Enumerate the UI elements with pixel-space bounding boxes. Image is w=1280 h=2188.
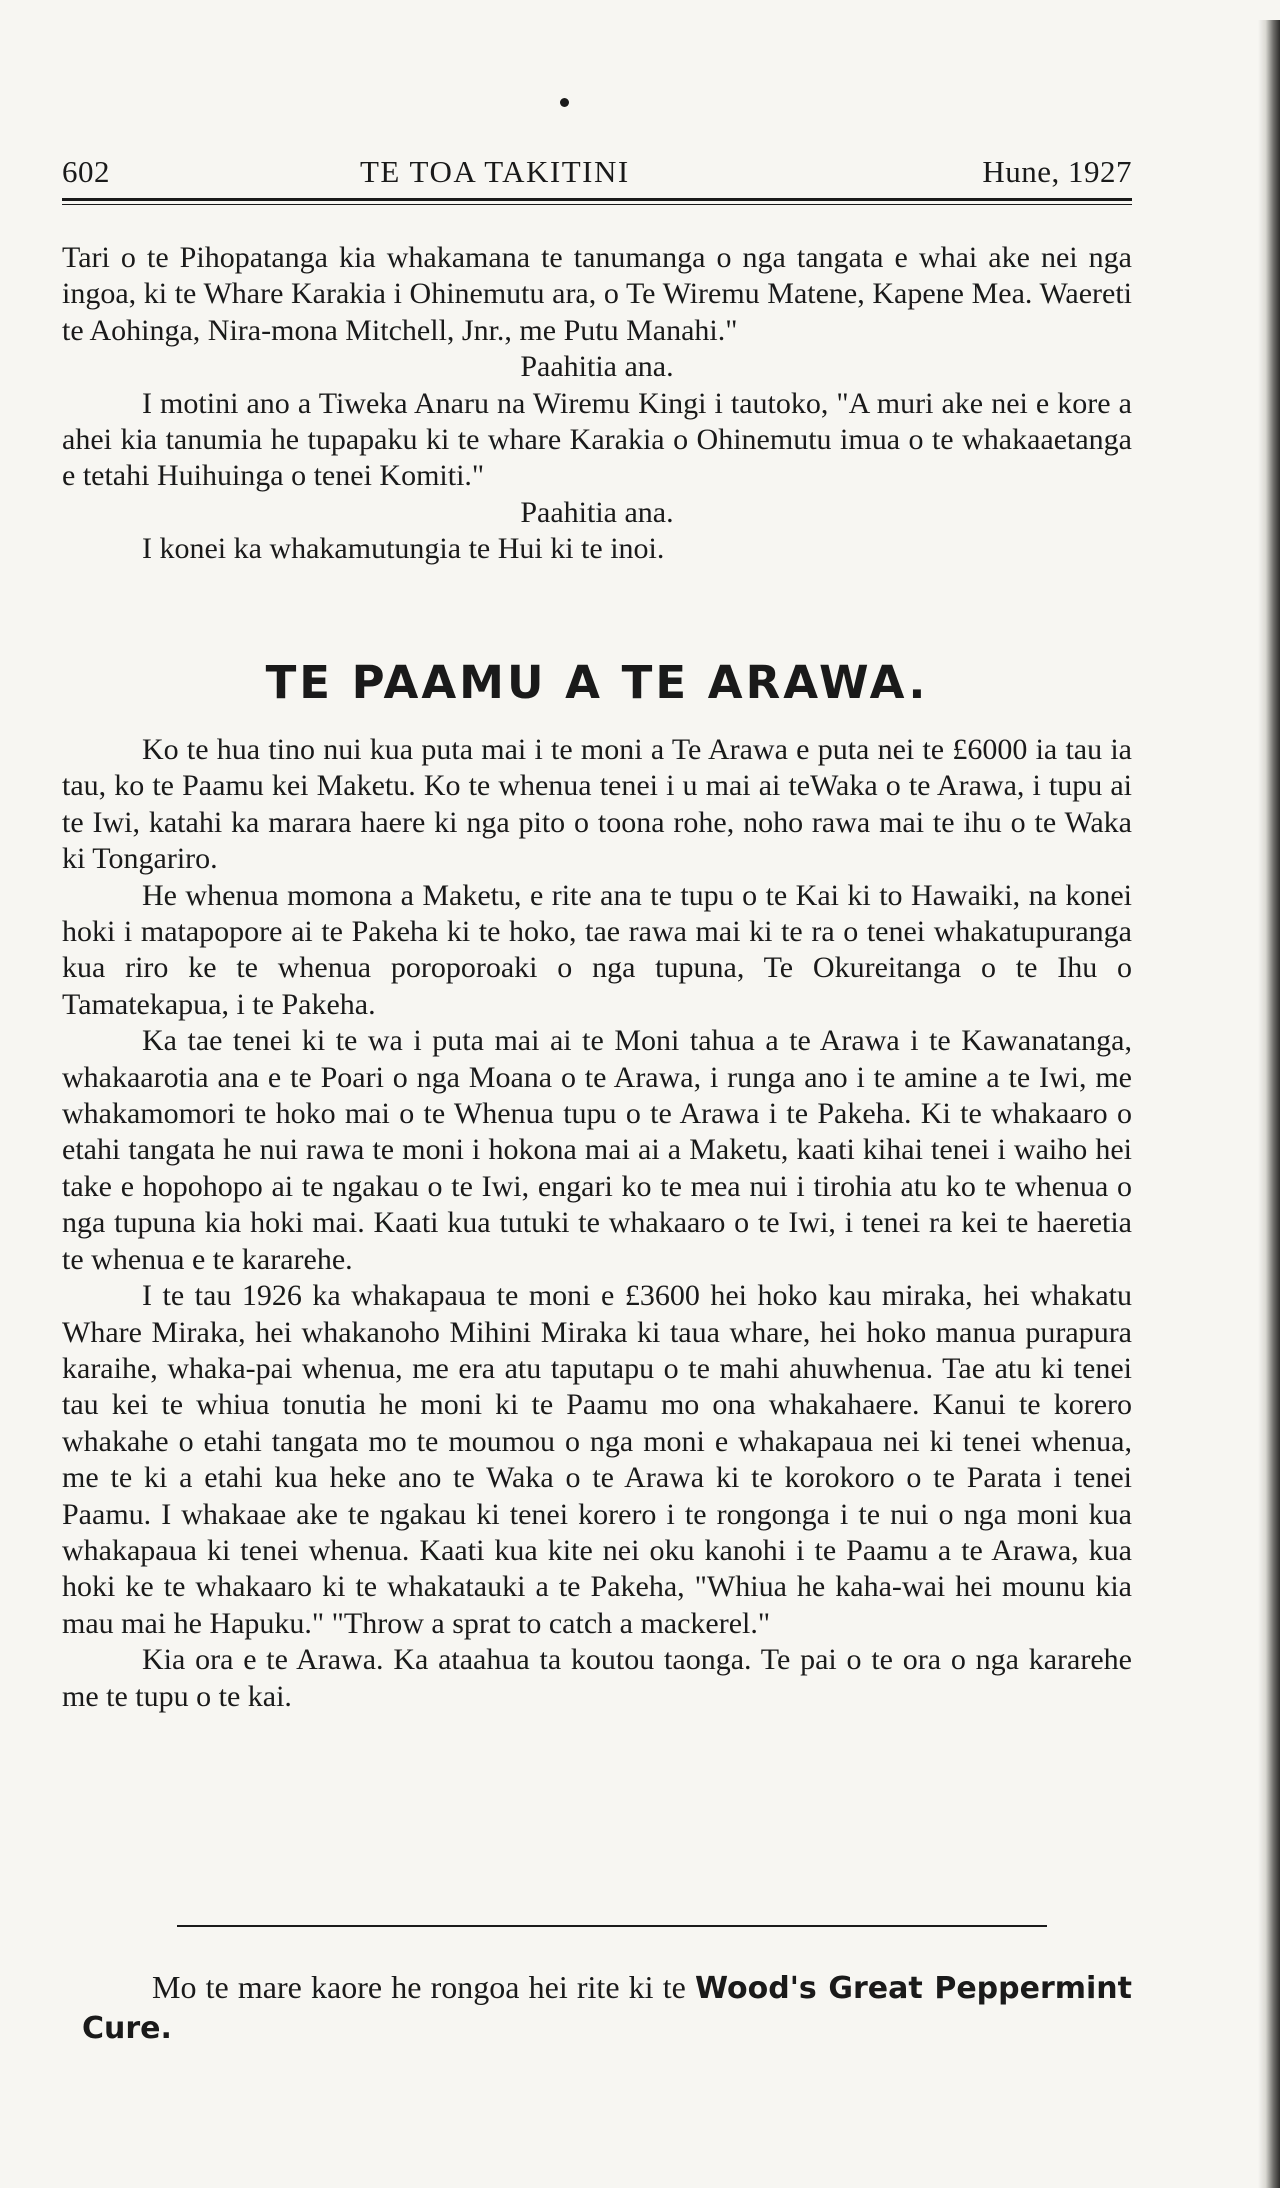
- advert-product-name: Wood's Great Peppermint Cure.: [82, 1971, 1133, 2046]
- resolution-passed: Paahitia ana.: [520, 350, 674, 384]
- resolution-passed: Paahitia ana.: [520, 495, 674, 529]
- advert-copy: Mo te mare kaore he rongoa hei rite ki te: [152, 1969, 686, 2005]
- ornament-dot: [560, 98, 569, 107]
- paragraph: Ko te hua tino nui kua puta mai i te moni a Te Arawa e puta nei te £6000 ia tau ia tau, ko te Paamu kei Maketu. Ko te whenua tenei i u mai ai teWaka o te Arawa, i tupu ai te Iwi, katahi ka marara haere ki nga pito o toona rohe, noho rawa mai te ihu o te Waka ki Tongariro.: [62, 733, 1132, 876]
- article-heading: TE PAAMU A TE ARAWA.: [265, 656, 929, 709]
- paragraph: I motini ano a Tiweka Anaru na Wiremu Kingi i tautoko, "A muri ake nei e kore a ahei kia tanumia he tupapaku ki te whare Karakia o Ohinemutu imua o te whakaaetanga e tetahi Huihuinga o tenei Komiti.": [62, 386, 1132, 493]
- section-divider: [177, 1925, 1047, 1927]
- publication-title: TE TOA TAKITINI: [360, 154, 630, 189]
- minutes-continuation: [62, 240, 1132, 568]
- paragraph: Tari o te Pihopatanga kia whakamana te tanumanga o nga tangata e whai ake nei nga ingoa, ki te Whare Karakia i Ohinemutu ara, o Te Wiremu Matene, Kapene Mea. Waereti te Aohinga, Nira-mona Mitchell, Jnr., me Putu Manahi.": [62, 241, 1132, 347]
- paragraph: I te tau 1926 ka whakapaua te moni e £3600 hei hoko kau miraka, hei whakatu Whare Miraka, hei whakanoho Mihini Miraka ki taua whare, hei hoko manua purapura karaihe, whaka-pai whenua, me era atu taputapu o te mahi ahuwhenua. Tae atu ki tenei tau kei te whiua tonutia he moni ki te Paamu mo ona whakahaere. Kanui te korero whakahe o etahi tangata mo te moumou o nga moni e whakapaua nei ki tenei whenua, me te ki a etahi kua heke ano te Waka o te Arawa ki te korokoro o te Parata i tenei Paamu. I whakaae ake te ngakau ki tenei korero i te rongonga i te nui o nga moni kua whakapaua ki tenei whenua. Kaati kua kite nei oku kanohi i te Paamu a te Arawa, kua hoki ke te whakaaro ki te whakatauki a te Pakeha, "Whiua he kaha-wai hei mounu kia mau mai he Hapuku." "Throw a sprat to catch a mackerel.": [62, 1279, 1132, 1640]
- header-rule: [62, 198, 1132, 201]
- paragraph: Ka tae tenei ki te wa i puta mai ai te Moni tahua a te Arawa i te Kawanatanga, whakaarotia ana e te Poari o nga Moana o te Arawa, i runga ano i te amine a te Iwi, me whakamomori te hoko mai o te Whenua tupu o te Arawa i te Pakeha. Ki te whakaaro o etahi tangata he nui rawa te moni i hokona mai ai a Maketu, kaati kihai tenei i waiho hei take e hopohopo ai te ngakau o te Iwi, engari ko te mea nui i tirohia atu ko te whenua o nga tupuna kia hoki mai. Kaati kua tutuki te whakaaro o te Iwi, i tenei ra kei te haeretia te whenua e te kararehe.: [62, 1024, 1132, 1276]
- issue-date: Hune, 1927: [982, 154, 1132, 189]
- page-edge-shadow: [1258, 20, 1280, 2188]
- paragraph: He whenua momona a Maketu, e rite ana te tupu o te Kai ki to Hawaiki, na konei hoki i matapopore ai te Pakeha ki te hoko, tae rawa mai ki te ra o tenei whakatupuranga kua riro ke te whenua poroporoaki o nga tupuna, Te Okureitanga o te Ihu o Tamatekapua, i te Pakeha.: [62, 878, 1132, 1021]
- running-header: [62, 154, 1132, 198]
- article-body: [62, 732, 1132, 1715]
- paragraph: Kia ora e te Arawa. Ka ataahua ta koutou taonga. Te pai o te ora o nga kararehe me te tupu o te kai.: [62, 1643, 1132, 1713]
- paragraph: I konei ka whakamutungia te Hui ki te inoi.: [142, 532, 665, 566]
- advert-text: [82, 1968, 1132, 2048]
- page-number: 602: [62, 154, 110, 189]
- header-rule-thin: [62, 204, 1132, 205]
- advertisement: [82, 1968, 1132, 2048]
